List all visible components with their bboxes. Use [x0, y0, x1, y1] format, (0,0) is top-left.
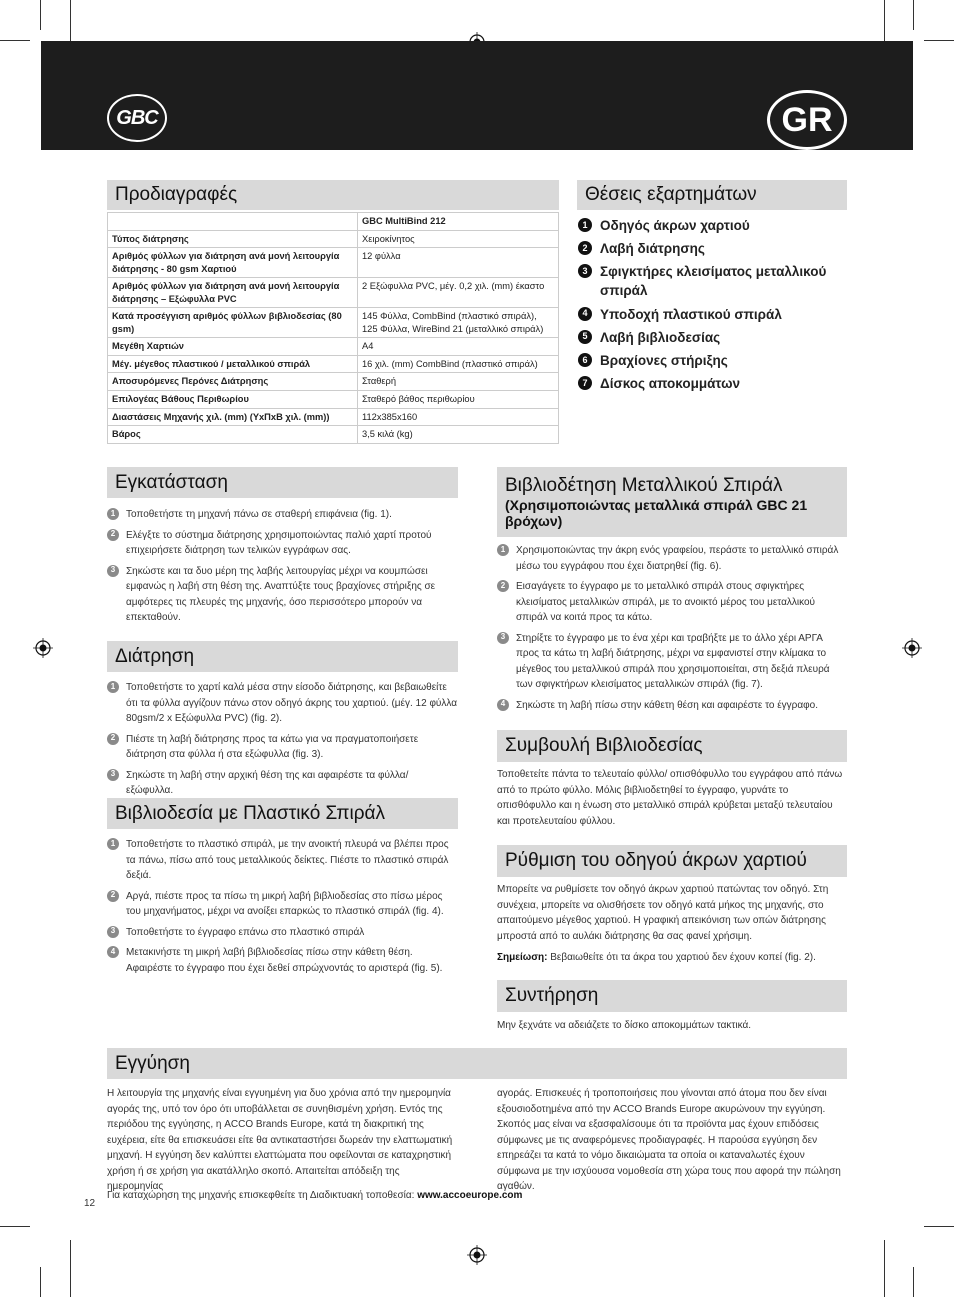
warranty-col2: αγοράς. Επισκευές ή τροποποιήσεις που γίνονται από άτομα που δεν είναι εξουσιοδοτημένα από την ACCO Brands Europe ακυρώνουν την εγγύηση. Σκοπός μας είναι να εξασφαλίσουμε ότι τα προϊόντα μας έχουν επιδόσεις σύμφωνες με τις αναφερόμενες προδιαγραφές. Η παρούσα εγγύηση δεν επηρεάζει τα κατά το νόμο δικαιώματα τα οποία οι καταναλωτές έχουν σύμφωνα με την ισχύουσα νομοθεσία στη χώρα τους που αφορά την πώληση αγαθών.	[497, 1088, 841, 1192]
crop-mark	[913, 1267, 914, 1297]
parts-list	[578, 216, 848, 397]
specs-row	[108, 308, 559, 338]
specs-value: 3,5 κιλά (kg)	[358, 426, 559, 444]
step-text: Τοποθετήστε το έγγραφο επάνω στο πλαστικό σπιράλ	[126, 926, 365, 938]
parts-number: 3	[578, 264, 592, 278]
step-text: Τοποθετήστε το χαρτί καλά μέσα στην είσοδο διάτρησης, και βεβαιωθείτε ότι τα φύλλα αγγίζουν πάνω στον οδηγό άκρης του χαρτιού. (μέγ. 12 φύλλα 80gsm/2 x Εξώφυλλα PVC) (fig. 2).	[126, 682, 458, 724]
specs-row	[108, 426, 559, 444]
guide-title: Ρύθμιση του οδηγού άκρων χαρτιού	[505, 850, 807, 871]
plastic-step	[107, 925, 458, 941]
specs-row	[108, 230, 559, 248]
specs-row	[108, 248, 559, 278]
specs-row	[108, 338, 559, 356]
step-number: 3	[107, 769, 119, 781]
tip-text: Τοποθετείτε πάντα το τελευταίο φύλλο/ οπισθόφυλλο του εγγράφου από πάνω από το πρώτο φύλλο. Μόλις βιβλιοδετηθεί το έγγραφο, γυρνάτε το οπισθόφυλλο και η ένωση στο μεταλλικό σπιράλ κρύβεται μεταξύ τελευταίου και προτελευταίου φύλλου.	[497, 769, 843, 827]
specs-value: 2 Εξώφυλλα PVC, μέγ. 0,2 χιλ. (mm) έκαστο	[358, 278, 559, 308]
step-number: 3	[497, 632, 509, 644]
guide-note	[497, 950, 847, 966]
specs-value: 12 φύλλα	[358, 248, 559, 278]
specs-row	[108, 355, 559, 373]
step-number: 4	[107, 946, 119, 958]
warranty-title: Εγγύηση	[115, 1052, 190, 1074]
parts-number: 1	[578, 218, 592, 232]
registration-mark-icon	[902, 638, 922, 658]
step-text: Ελέγξτε το σύστημα διάτρησης χρησιμοποιώντας παλιό χαρτί προτού επιχειρήσετε διάτρηση των τελικών εγγράφων σας.	[126, 529, 432, 556]
step-text: Χρησιμοποιώντας την άκρη ενός γραφείου, περάστε το μεταλλικό σπιράλ μέσω του εγγράφου που έχει διατρηθεί (fig. 6).	[516, 545, 839, 572]
parts-number: 7	[578, 376, 592, 390]
install-step	[107, 507, 458, 523]
punch-step	[107, 732, 458, 763]
step-text: Στηρίξτε το έγγραφο με το ένα χέρι και τραβήξτε με το άλλο χέρι ΑΡΓΑ προς τα κάτω τη λαβή διάτρησης, μέχρι να εμφανιστεί στην κλίμακα το μέγεθος του μεταλλικού σπιράλ που χρησιμοποιείται, στη δεξιά πλευρά των σφιγκτήρων κλεισίματος μεταλλικών σπιράλ (fig. 7).	[516, 632, 830, 690]
parts-label: Λαβή διάτρησης	[600, 241, 705, 257]
plastic-list	[107, 837, 458, 981]
step-number: 2	[107, 890, 119, 902]
specs-key: Βάρος	[108, 426, 358, 444]
specs-title: Προδιαγραφές	[115, 184, 238, 205]
parts-label: Δίσκος αποκομμάτων	[600, 376, 740, 392]
punch-heading	[107, 641, 458, 672]
metal-step	[497, 543, 847, 574]
maint-title: Συντήρηση	[505, 985, 599, 1006]
metal-step	[497, 698, 847, 714]
plastic-step	[107, 837, 458, 884]
crop-mark	[40, 0, 41, 30]
maint-text: Μην ξεχνάτε να αδειάζετε το δίσκο αποκομμάτων τακτικά.	[497, 1020, 752, 1031]
parts-label: Βραχίονες στήριξης	[600, 352, 728, 368]
specs-row	[108, 391, 559, 409]
specs-table	[107, 212, 559, 444]
crop-mark	[40, 1267, 41, 1297]
metal-step	[497, 579, 847, 626]
install-step	[107, 564, 458, 626]
warranty-col1: Η λειτουργία της μηχανής είναι εγγυημένη για δυο χρόνια από την ημερομηνία αγοράς της, υπό τον όρο ότι υποβάλλεται σε συνηθισμένη χρήση. Εντός της περιόδου της εγγύησης, η ACCO Brands Europe, κατά τη διακριτική της ευχέρεια, είτε θα επισκευάσει είτε θα αντικαταστήσει δωρεάν την ελαττωματική μηχανή. Η εγγύηση δεν καλύπτει ελαττώματα που οφείλονται σε καταχρηστική χρήση ή σε χρήση για ακατάλληλο σκοπό. Απαιτείται απόδειξη της ημερομηνίας	[107, 1088, 453, 1192]
guide-note-text: Βεβαιωθείτε ότι τα άκρα του χαρτιού δεν έχουν κοπεί (fig. 2).	[547, 952, 816, 963]
tip-title: Συμβουλή Βιβλιοδεσίας	[505, 735, 703, 756]
guide-heading	[497, 845, 847, 877]
specs-row	[108, 373, 559, 391]
step-text: Αργά, πιέστε προς τα πίσω τη μικρή λαβή βιβλιοδεσίας στο πίσω μέρος του μηχανήματος, μέχρι να ανοίξει επαρκώς το πλαστικό σπιράλ (fig. 4).	[126, 890, 444, 917]
crop-mark	[0, 40, 30, 41]
specs-row	[108, 278, 559, 308]
specs-value: Χειροκίνητος	[358, 230, 559, 248]
specs-key: Αριθμός φύλλων για διάτρηση ανά μονή λειτουργία διάτρησης – Εξώφυλλα PVC	[108, 278, 358, 308]
parts-label: Λαβή βιβλιοδεσίας	[600, 329, 721, 345]
metal-heading	[497, 467, 847, 537]
specs-key: Αριθμός φύλλων για διάτρηση ανά μονή λειτουργία διάτρησης - 80 gsm Χαρτιού	[108, 248, 358, 278]
step-text: Τοποθετήστε τη μηχανή πάνω σε σταθερή επιφάνεια (fig. 1).	[126, 509, 392, 520]
crop-mark	[924, 1226, 954, 1227]
step-number: 1	[107, 508, 119, 520]
specs-key: Μεγέθη Χαρτιών	[108, 338, 358, 356]
parts-number: 2	[578, 241, 592, 255]
warranty-register	[107, 1188, 607, 1204]
specs-key: Επιλογέας Βάθους Περιθωρίου	[108, 391, 358, 409]
step-number: 2	[497, 580, 509, 592]
specs-key: Μέγ. μέγεθος πλαστικού / μεταλλικού σπιράλ	[108, 355, 358, 373]
specs-key: Κατά προσέγγιση αριθμός φύλλων βιβλιοδεσίας (80 gsm)	[108, 308, 358, 338]
step-number: 2	[107, 529, 119, 541]
crop-mark	[924, 40, 954, 41]
specs-value: Σταθερή	[358, 373, 559, 391]
gbc-logo: GBC	[107, 94, 167, 142]
parts-item	[578, 239, 848, 258]
register-text: Για καταχώρηση της μηχανής επισκεφθείτε τη Διαδικτυακή τοποθεσία:	[107, 1190, 418, 1201]
punch-list	[107, 680, 458, 804]
parts-item	[578, 216, 848, 235]
plastic-step	[107, 945, 458, 976]
registration-mark-icon	[467, 1245, 487, 1265]
punch-step	[107, 680, 458, 727]
specs-key: Αποσυρόμενες Περόνες Διάτρησης	[108, 373, 358, 391]
specs-header-blank	[108, 213, 358, 231]
parts-item	[578, 305, 848, 324]
specs-header-row	[108, 213, 559, 231]
guide-text: Μπορείτε να ρυθμίσετε τον οδηγό άκρων χαρτιού πατώντας τον οδηγό. Στη συνέχεια, μπορείτε να ολισθήσετε τον οδηγό κατά μήκος της μηχανής, στο απαιτούμενο μέγεθος χαρτιού. Η γραφική απεικόνιση των οπών διάτρησης μπροστά από το αυλάκι διάτρησης θα σας φανεί χρήσιμη.	[497, 884, 829, 942]
parts-title: Θέσεις εξαρτημάτων	[585, 184, 757, 205]
specs-heading	[107, 180, 559, 210]
step-text: Σηκώστε και τα δυο μέρη της λαβής λειτουργίας μέχρι να κουμπώσει εμφανώς η λαβή στη θέση της. Αναπτύξτε τους βραχίονες στήριξης σε αμφότερες τις πλευρές της μηχανής, όσο περισσότερο μπορούν να επεκταθούν.	[126, 565, 436, 623]
step-text: Εισαγάγετε το έγγραφο με το μεταλλικό σπιράλ στους σφιγκτήρες κλεισίματος μεταλλικών σπιράλ, με το ανοικτό μέρος του μεταλλικού σπιράλ να κοιτά προς τα κάτω.	[516, 581, 816, 623]
registration-mark-icon	[33, 638, 53, 658]
punch-step	[107, 768, 458, 799]
step-text: Σηκώστε τη λαβή πίσω στην κάθετη θέση και αφαιρέστε το έγγραφο.	[516, 699, 818, 711]
parts-number: 6	[578, 353, 592, 367]
step-number: 3	[107, 926, 119, 938]
step-number: 3	[107, 565, 119, 577]
parts-number: 4	[578, 307, 592, 321]
crop-mark	[884, 1240, 885, 1297]
crop-mark	[913, 0, 914, 30]
tip-heading	[497, 730, 847, 762]
language-badge: GR	[767, 90, 847, 150]
parts-label: Υποδοχή πλαστικού σπιράλ	[600, 306, 782, 322]
specs-value: A4	[358, 338, 559, 356]
metal-subtitle: (Χρησιμοποιώντας μεταλλικά σπιράλ GBC 21 βρόχων)	[505, 497, 808, 529]
metal-title: Βιβλιοδέτηση Μεταλλικού Σπιράλ	[505, 475, 783, 496]
register-url[interactable]: www.accoeurope.com	[417, 1190, 523, 1201]
plastic-step	[107, 889, 458, 920]
punch-title: Διάτρηση	[115, 645, 195, 667]
specs-value: 112x385x160	[358, 408, 559, 426]
parts-label: Οδηγός άκρων χαρτιού	[600, 218, 750, 233]
step-text: Σηκώστε τη λαβή στην αρχική θέση της και αφαιρέστε τα φύλλα/ εξώφυλλα.	[126, 769, 409, 796]
crop-mark	[0, 1226, 30, 1227]
install-step	[107, 528, 458, 559]
parts-heading	[577, 180, 847, 210]
step-text: Μετακινήστε τη μικρή λαβή βιβλιοδεσίας πίσω στην κάθετη θέση. Αφαιρέστε το έγγραφο που έχει δεθεί σπρώχνοντάς το αριστερά (fig. 5).	[126, 947, 443, 974]
step-text: Πιέστε τη λαβή διάτρησης προς τα κάτω για να πραγματοποιήσετε διάτρηση στα φύλλα ή στα εξώφυλλα (fig. 3).	[126, 733, 419, 760]
specs-value: Σταθερό βάθος περιθωρίου	[358, 391, 559, 409]
page-number: 12	[84, 1198, 96, 1209]
metal-list	[497, 543, 847, 718]
step-text: Τοποθετήστε το πλαστικό σπιράλ, με την ανοικτή πλευρά να βλέπει προς τα πάνω, πίσω από τους μεταλλικούς δείκτες. Πιέστε το πλαστικό σπιράλ δεξιά.	[126, 839, 449, 881]
specs-key: Τύπος διάτρησης	[108, 230, 358, 248]
step-number: 2	[107, 733, 119, 745]
parts-number: 5	[578, 330, 592, 344]
step-number: 4	[497, 699, 509, 711]
plastic-title: Βιβλιοδεσία με Πλαστικό Σπιράλ	[115, 802, 386, 824]
specs-row	[108, 408, 559, 426]
parts-label: Σφιγκτήρες κλεισίματος μεταλλικού σπιράλ	[600, 264, 827, 299]
parts-item	[578, 374, 848, 393]
parts-item	[578, 262, 848, 300]
step-number: 1	[107, 681, 119, 693]
specs-value: 16 χιλ. (mm) CombBind (πλαστικό σπιράλ)	[358, 355, 559, 373]
install-list	[107, 507, 458, 631]
plastic-heading	[107, 798, 458, 829]
install-heading	[107, 467, 458, 498]
guide-note-label: Σημείωση:	[497, 952, 548, 963]
step-number: 1	[497, 544, 509, 556]
specs-key: Διαστάσεις Μηχανής χιλ. (mm) (ΥxΠxΒ χιλ. (mm))	[108, 408, 358, 426]
step-number: 1	[107, 838, 119, 850]
install-title: Εγκατάσταση	[115, 471, 228, 493]
crop-mark	[70, 1240, 71, 1297]
specs-value: 145 Φύλλα, CombBind (πλαστικό σπιράλ), 125 Φύλλα, WireBind 21 (μεταλλικό σπιράλ)	[358, 308, 559, 338]
parts-item	[578, 351, 848, 370]
parts-item	[578, 328, 848, 347]
warranty-heading	[107, 1048, 847, 1079]
specs-model: GBC MultiBind 212	[358, 213, 559, 231]
maint-heading	[497, 980, 847, 1012]
metal-step	[497, 631, 847, 693]
